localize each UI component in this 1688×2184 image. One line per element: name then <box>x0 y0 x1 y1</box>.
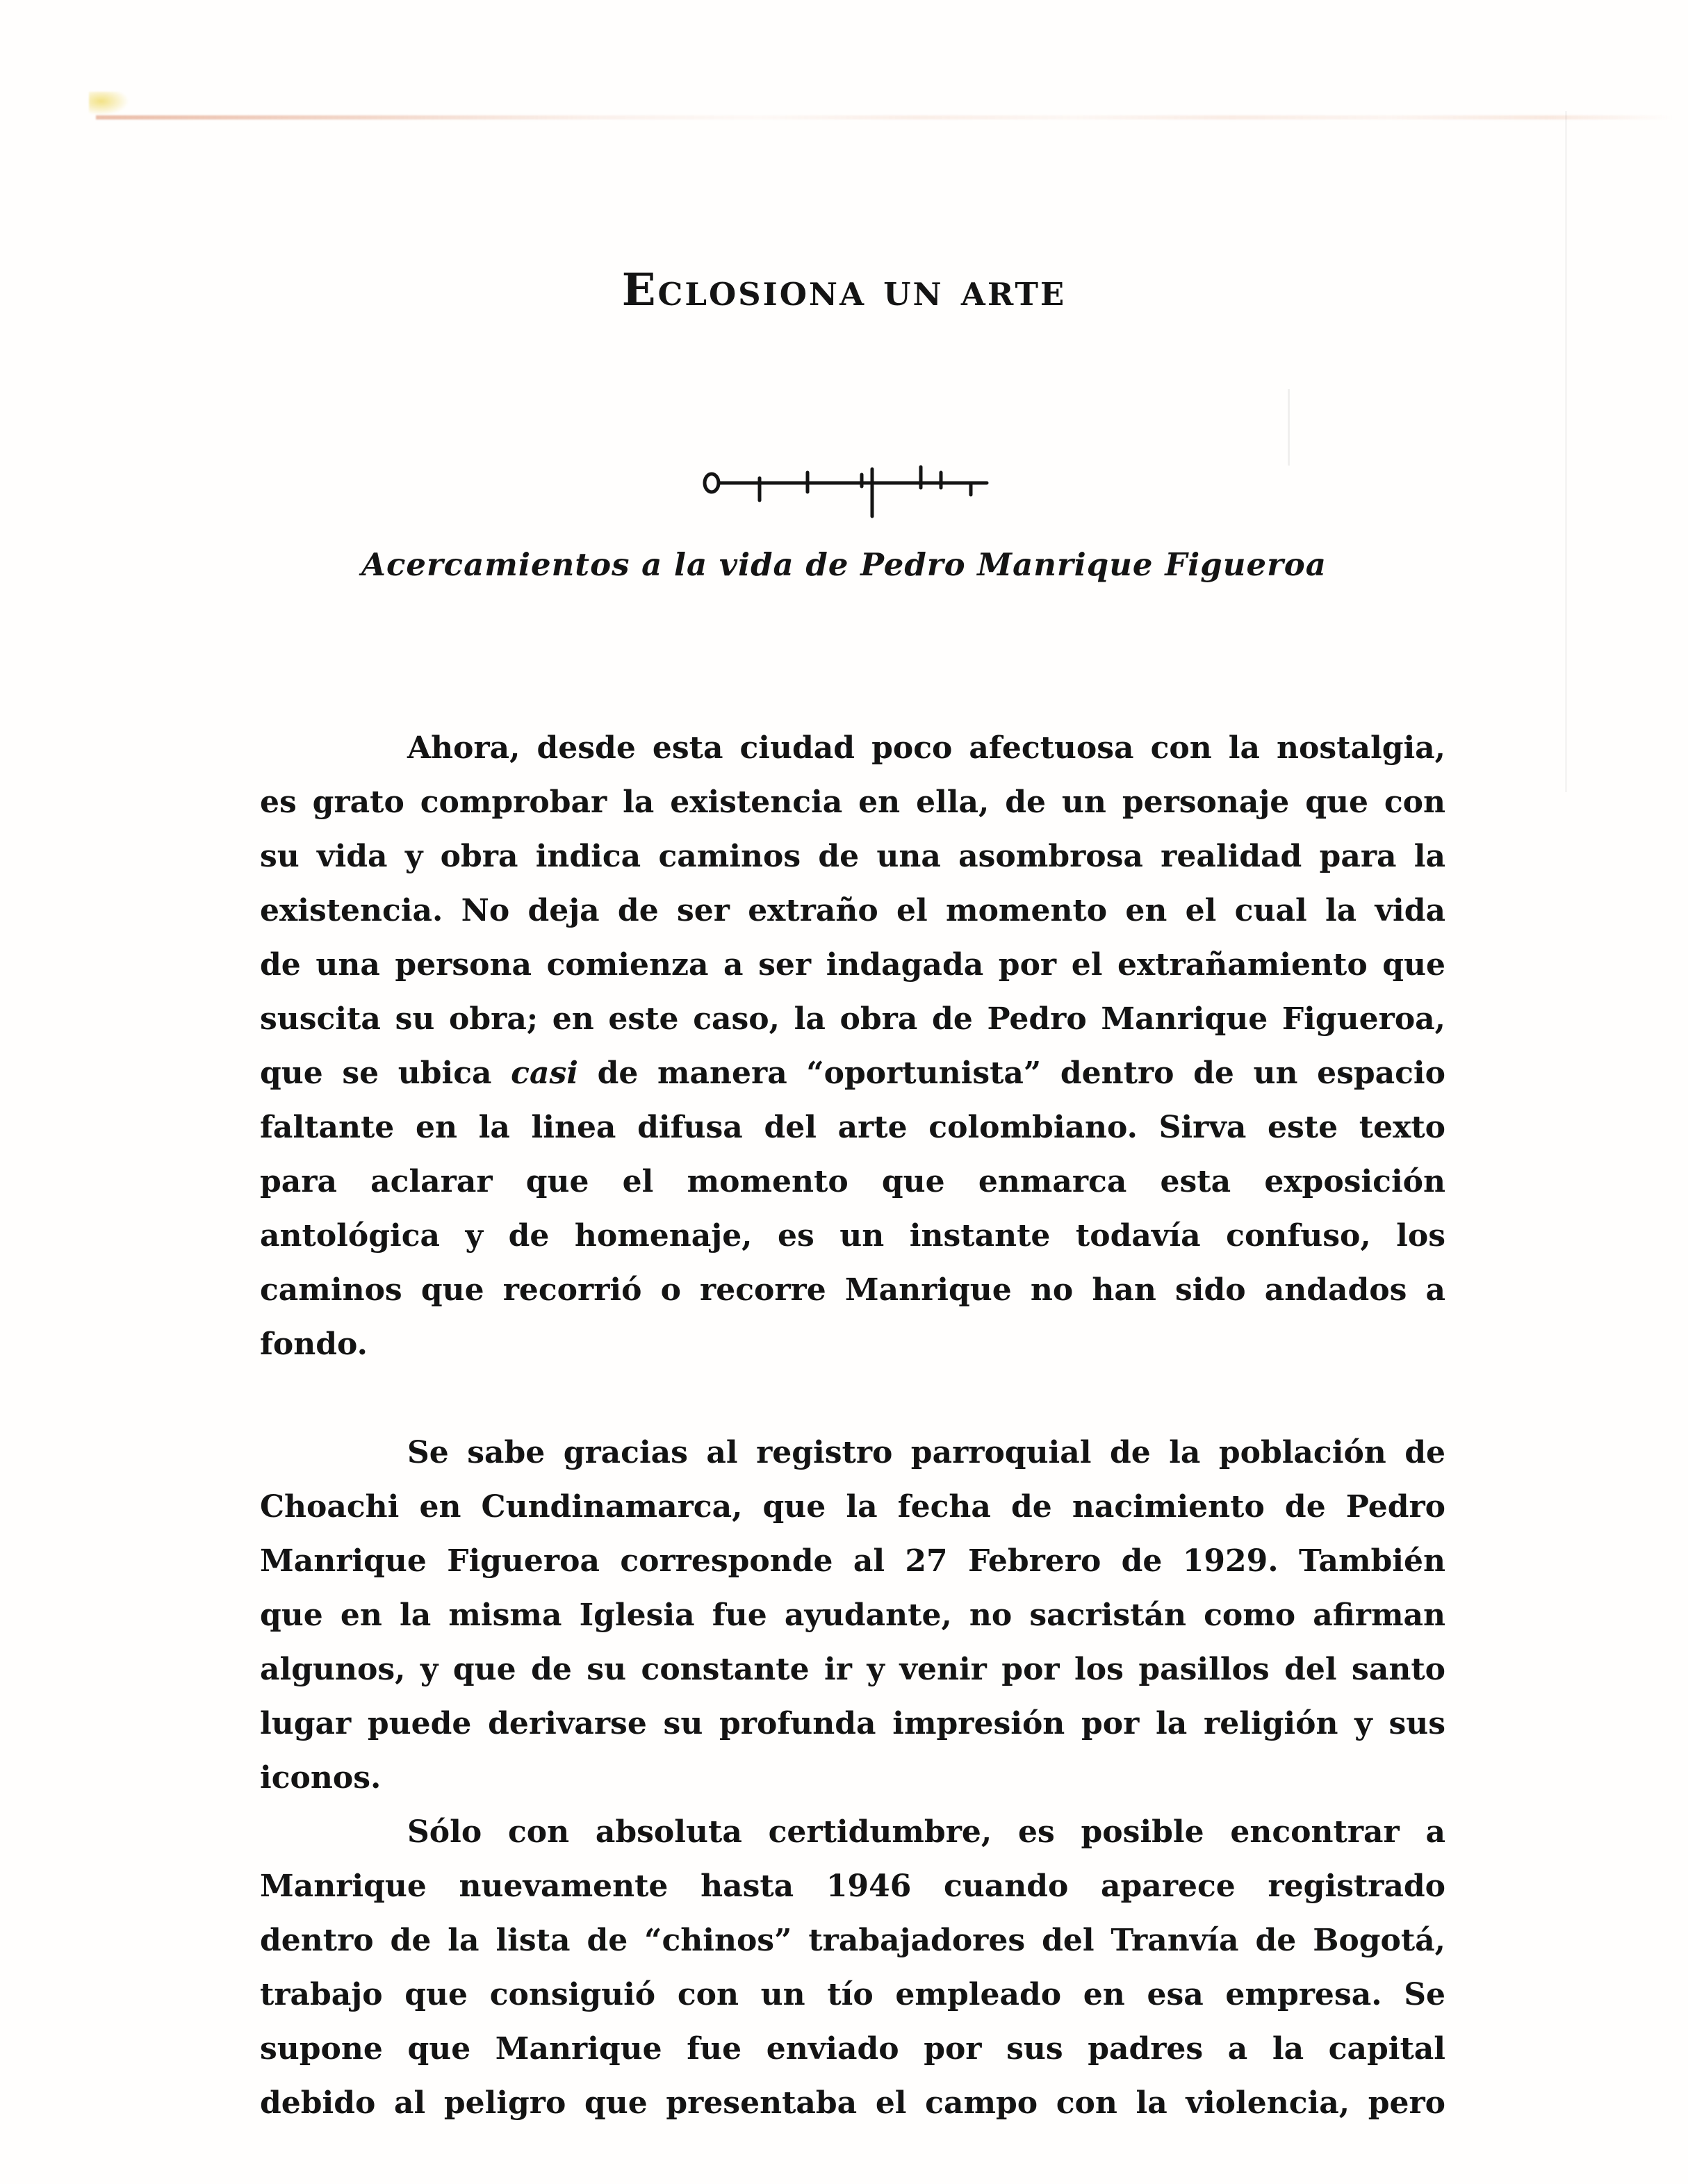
text-segment: dentro de la lista de “chinos” trabajadores del Tranvía de Bogotá, <box>260 1923 1445 1958</box>
page-subtitle: Acercamientos a la vida de Pedro Manrique Figueroa <box>361 546 1327 583</box>
text-line <box>260 2022 1445 2076</box>
text-line <box>260 1968 1445 2022</box>
text-line <box>260 1046 1445 1101</box>
text-segment: Choachi en Cundinamarca, que la fecha de nacimiento de Pedro <box>260 1489 1445 1525</box>
text-segment: fondo. <box>260 1327 368 1362</box>
scan-artifact-crease <box>1565 111 1567 792</box>
text-segment: que en la misma Iglesia fue ayudante, no sacristán como afirman <box>260 1598 1445 1633</box>
paragraph <box>260 1426 1445 1805</box>
text-segment: es grato comprobar la existencia en ella, de un personaje que con <box>260 785 1445 820</box>
scan-artifact-pink-streak <box>96 115 1673 120</box>
text-segment: Se sabe gracias al registro parroquial de la población de <box>407 1435 1445 1470</box>
text-line <box>260 1859 1445 1914</box>
text-segment: trabajo que consiguió con un tío empleado en esa empresa. Se <box>260 1977 1445 2012</box>
text-line <box>260 1914 1445 1968</box>
text-segment: antológica y de homenaje, es un instante todavía confuso, los <box>260 1218 1445 1254</box>
text-line <box>260 1101 1445 1155</box>
text-line <box>260 1643 1445 1697</box>
text-line <box>260 1480 1445 1534</box>
text-line <box>260 1805 1445 1859</box>
text-segment: existencia. No deja de ser extraño el momento en el cual la vida <box>260 893 1445 928</box>
text-segment: debido al peligro que presentaba el campo con la violencia, pero <box>260 2085 1445 2121</box>
scan-artifact-crease <box>1288 389 1290 466</box>
text-line <box>260 721 1445 775</box>
text-segment: caminos que recorrió o recorre Manrique no han sido andados a <box>260 1272 1445 1308</box>
page-title: Eclosiona un arte <box>621 264 1067 316</box>
paragraph <box>260 1805 1445 2130</box>
text-segment: su vida y obra indica caminos de una asombrosa realidad para la <box>260 839 1445 874</box>
text-line <box>260 884 1445 938</box>
text-segment: de manera “oportunista” dentro de un espacio <box>577 1056 1445 1091</box>
text-line <box>260 1588 1445 1643</box>
text-line <box>260 775 1445 830</box>
text-line <box>260 2076 1445 2130</box>
text-segment: para aclarar que el momento que enmarca esta exposición <box>260 1164 1445 1199</box>
text-line <box>260 830 1445 884</box>
text-segment: Ahora, desde esta ciudad poco afectuosa con la nostalgia, <box>407 730 1445 766</box>
text-line <box>260 992 1445 1046</box>
text-line <box>260 1155 1445 1209</box>
text-segment: algunos, y que de su constante ir y venir por los pasillos del santo <box>260 1652 1445 1687</box>
text-segment: faltante en la linea difusa del arte colombiano. Sirva este texto <box>260 1110 1445 1145</box>
text-line <box>260 1263 1445 1317</box>
scan-artifact-yellow-smudge <box>89 92 129 115</box>
paragraph <box>260 721 1445 1372</box>
text-line <box>260 1209 1445 1263</box>
text-segment: Manrique nuevamente hasta 1946 cuando aparece registrado <box>260 1869 1445 1904</box>
text-segment: lugar puede derivarse su profunda impresión por la religión y sus <box>260 1706 1445 1741</box>
text-segment: supone que Manrique fue enviado por sus padres a la capital <box>260 2031 1445 2067</box>
text-line <box>260 1697 1445 1751</box>
text-segment: Manrique Figueroa corresponde al 27 Febrero de 1929. También <box>260 1543 1445 1579</box>
text-line <box>260 938 1445 992</box>
italic-text-segment: casi <box>511 1056 578 1091</box>
text-line <box>260 1534 1445 1588</box>
text-segment: iconos. <box>260 1760 382 1796</box>
text-segment: suscita su obra; en este caso, la obra de Pedro Manrique Figueroa, <box>260 1001 1445 1037</box>
text-line <box>260 1751 1445 1805</box>
text-line <box>260 1426 1445 1480</box>
timeline-ornament-icon <box>699 452 991 524</box>
text-segment: que se ubica <box>260 1056 511 1091</box>
text-segment: Sólo con absoluta certidumbre, es posible encontrar a <box>407 1814 1445 1850</box>
text-segment: de una persona comienza a ser indagada por el extrañamiento que <box>260 947 1445 983</box>
text-line <box>260 1317 1445 1372</box>
body-text <box>260 721 1445 2130</box>
